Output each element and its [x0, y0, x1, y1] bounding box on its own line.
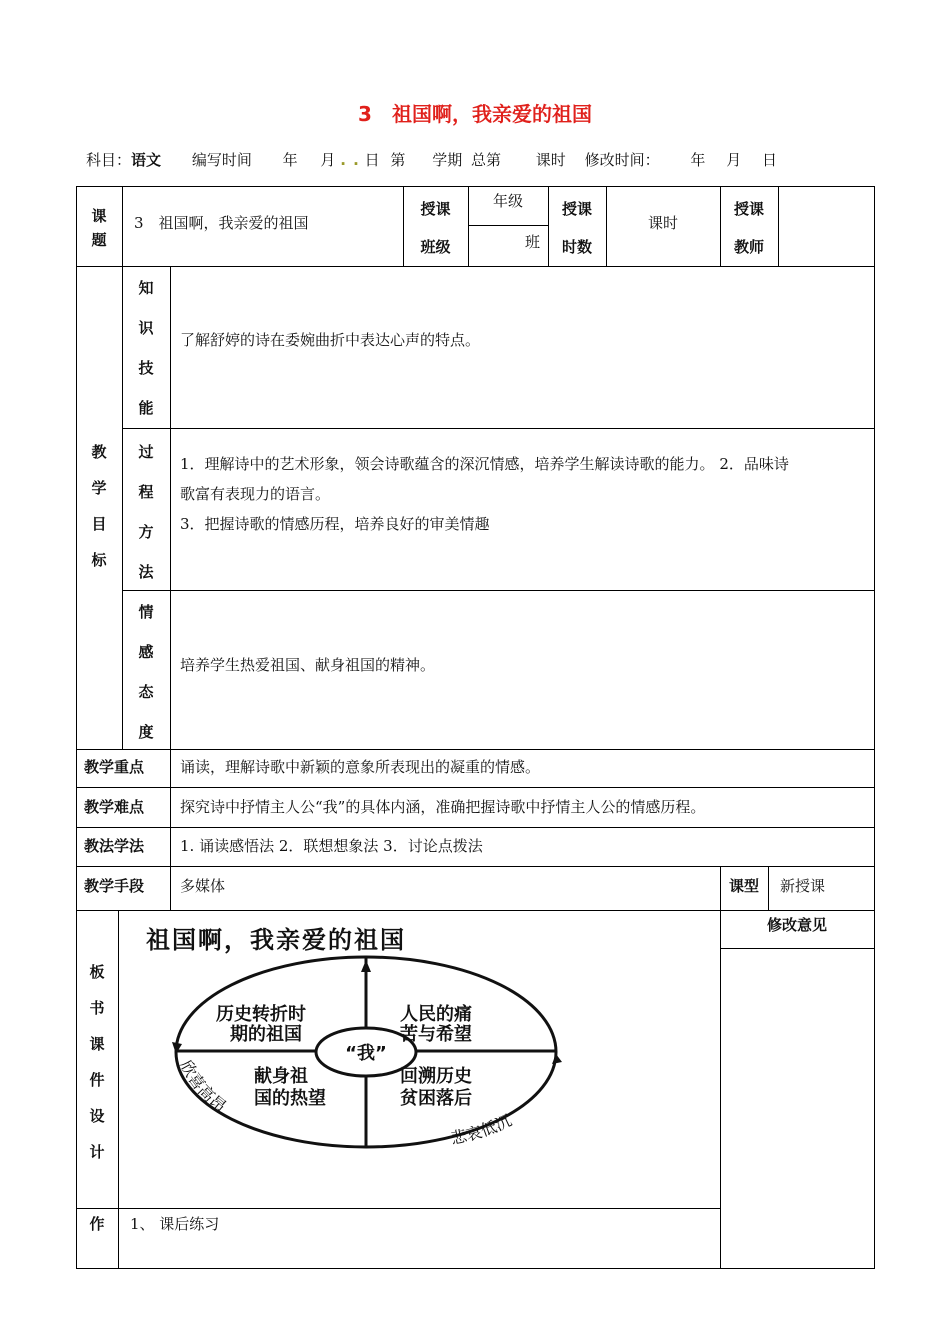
diagram-arc-right: 悲哀低沉 [449, 1110, 515, 1149]
meta-line [86, 149, 777, 170]
knowledge-label: 知 识 技 能 [138, 279, 154, 417]
subject-label: 科目： [86, 151, 132, 169]
day2-label: 日 [761, 151, 777, 169]
homework-text: 1、 课后练习 [130, 1215, 220, 1233]
diagram-q3-line1: 献身祖 [254, 1066, 308, 1087]
grade-label: 年级 [492, 192, 523, 210]
diagram-center: “我” [345, 1043, 387, 1064]
year-label: 年 [282, 151, 298, 169]
revise-time-label: 修改时间： [584, 151, 660, 169]
difficult-point-label: 教学难点 [84, 798, 145, 816]
term-prefix: 第 [390, 151, 406, 169]
difficult-point-text: 探究诗中抒情主人公“我”的具体内涵，准确把握诗歌中抒情主人公的情感历程。 [180, 798, 706, 816]
hours-label: 授课 时数 [561, 200, 592, 256]
diagram-q2-line2: 苦与希望 [400, 1024, 472, 1045]
month2-label: 月 [726, 151, 742, 169]
means-text: 多媒体 [180, 877, 226, 895]
homework-label: 作 [89, 1215, 105, 1233]
revise-opinion-label: 修改意见 [766, 916, 827, 934]
means-label: 教学手段 [84, 877, 145, 895]
process-line-2: 歌富有表现力的语言。 [180, 485, 331, 503]
teacher-label: 授课 教师 [733, 200, 764, 256]
process-text [180, 449, 872, 539]
method-text: 1. 诵读感悟法 2．联想想象法 3．讨论点拨法 [180, 837, 483, 855]
board-label: 板 书 课 件 设 计 [89, 963, 105, 1161]
key-point-label: 教学重点 [84, 758, 145, 776]
key-point-text: 诵读，理解诗歌中新颖的意象所表现出的凝重的情感。 [180, 758, 541, 776]
write-time-label: 编写时间 [191, 151, 252, 169]
emotion-text: 培养学生热爱祖国、献身祖国的精神。 [180, 656, 436, 674]
diagram-q1-line2: 期的祖国 [230, 1024, 302, 1045]
lesson-type-label: 课型 [728, 877, 759, 895]
diagram-q3-line2: 国的热望 [254, 1088, 326, 1109]
process-line-3: 3．把握诗歌的情感历程，培养良好的审美情趣 [180, 515, 490, 533]
subject-value: 语文 [131, 151, 162, 169]
emotion-label: 情 感 态 度 [138, 603, 154, 741]
day-label: 日 [364, 151, 380, 169]
diagram-title: 祖国啊，我亲爱的祖国 [146, 926, 406, 954]
diagram-q1-line1: 历史转折时 [216, 1004, 306, 1025]
process-line-1: 1．理解诗中的艺术形象，领会诗歌蕴含的深沉情感，培养学生解读诗歌的能力。 2．品味诗 [180, 455, 789, 473]
diagram-arc-left: 欣喜高昂 [176, 1056, 230, 1117]
dots-mark: . . [340, 151, 360, 169]
total-label: 总第 [471, 151, 502, 169]
keshi-label: 课时 [647, 214, 678, 232]
topic-label: 课 题 [91, 207, 107, 249]
class-label: 授课 班级 [420, 200, 451, 256]
diagram-q4-line1: 回溯历史 [400, 1066, 472, 1087]
diagram-q2-line1: 人民的痛 [400, 1004, 472, 1025]
board-diagram [122, 912, 603, 1164]
period-label: 课时 [535, 151, 566, 169]
month-label: 月 [320, 151, 336, 169]
objectives-label: 教 学 目 标 [91, 443, 107, 569]
method-label: 教法学法 [84, 837, 145, 855]
lesson-type-value: 新授课 [780, 877, 826, 895]
process-label: 过 程 方 法 [138, 443, 154, 581]
diagram-q4-line2: 贫困落后 [400, 1088, 472, 1109]
topic-value: 3 祖国啊，我亲爱的祖国 [134, 214, 309, 232]
ban-label: 班 [524, 233, 540, 251]
term-label: 学期 [432, 151, 463, 169]
knowledge-text: 了解舒婷的诗在委婉曲折中表达心声的特点。 [180, 331, 481, 349]
arrow-right-icon [552, 1054, 562, 1064]
arrow-top-icon [361, 960, 371, 972]
page-title: 3 祖国啊，我亲爱的祖国 [358, 102, 592, 126]
year2-label: 年 [690, 151, 706, 169]
